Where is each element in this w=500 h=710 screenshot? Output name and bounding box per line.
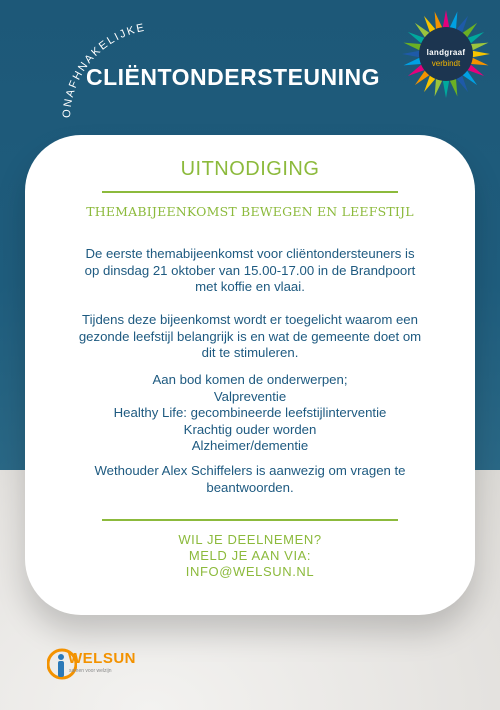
paragraph-alderman: [60, 463, 440, 496]
text-line: gezonde leefstijl belangrijk is en wat de gemeente doet om: [78, 328, 422, 344]
cta-line: WIL JE DEELNEMEN?: [178, 532, 322, 547]
cta-line: MELD JE AAN VIA:: [188, 548, 312, 563]
paragraph-intro: [60, 246, 440, 296]
landgraaf-logo: [400, 8, 492, 100]
text-line: op dinsdag 21 oktober van 15.00-17.00 in de Brandpoort: [84, 262, 416, 278]
arc-caption-text: ONAFHNAKELIJKE: [60, 21, 147, 119]
event-subtitle: THEMABIJEENKOMST BEWEGEN EN LEEFSTIJL: [86, 204, 414, 219]
badge-line1: landgraaf: [426, 48, 466, 57]
call-to-action: [0, 532, 500, 580]
topics-list: [60, 389, 440, 455]
logo-tagline: samen voor welzijn: [69, 668, 112, 674]
list-item: Alzheimer/dementie: [191, 438, 309, 454]
invitation-heading: UITNODIGING: [180, 158, 320, 180]
divider-bottom: [102, 519, 398, 521]
welsun-logo: [47, 646, 157, 686]
logo-wordmark: WELSUN: [68, 650, 136, 667]
paragraph-info: [60, 312, 440, 362]
text-line: Tijdens deze bijeenkomst wordt er toegelicht waarom een: [82, 312, 418, 327]
text-line: met koffie en vlaai.: [195, 279, 305, 295]
text-line: beantwoorden.: [206, 479, 294, 495]
list-item: Healthy Life: gecombineerde leefstijlinterventie: [113, 405, 387, 421]
list-item: Krachtig ouder worden: [183, 421, 317, 437]
signup-email-link[interactable]: INFO@WELSUN.NL: [185, 564, 315, 579]
text-line: De eerste themabijeenkomst voor cliëntondersteuners is: [85, 246, 415, 261]
topics-intro: Aan bod komen de onderwerpen;: [152, 372, 348, 387]
badge-line2: verbindt: [431, 59, 461, 68]
text-line: Wethouder Alex Schiffelers is aanwezig om vragen te: [94, 463, 406, 478]
divider-top: [102, 191, 398, 193]
list-item: Valpreventie: [213, 388, 287, 404]
text-line: dit te stimuleren.: [201, 345, 299, 361]
topics-block: [60, 372, 440, 455]
page-title: CLIËNTONDERSTEUNING: [86, 64, 381, 90]
